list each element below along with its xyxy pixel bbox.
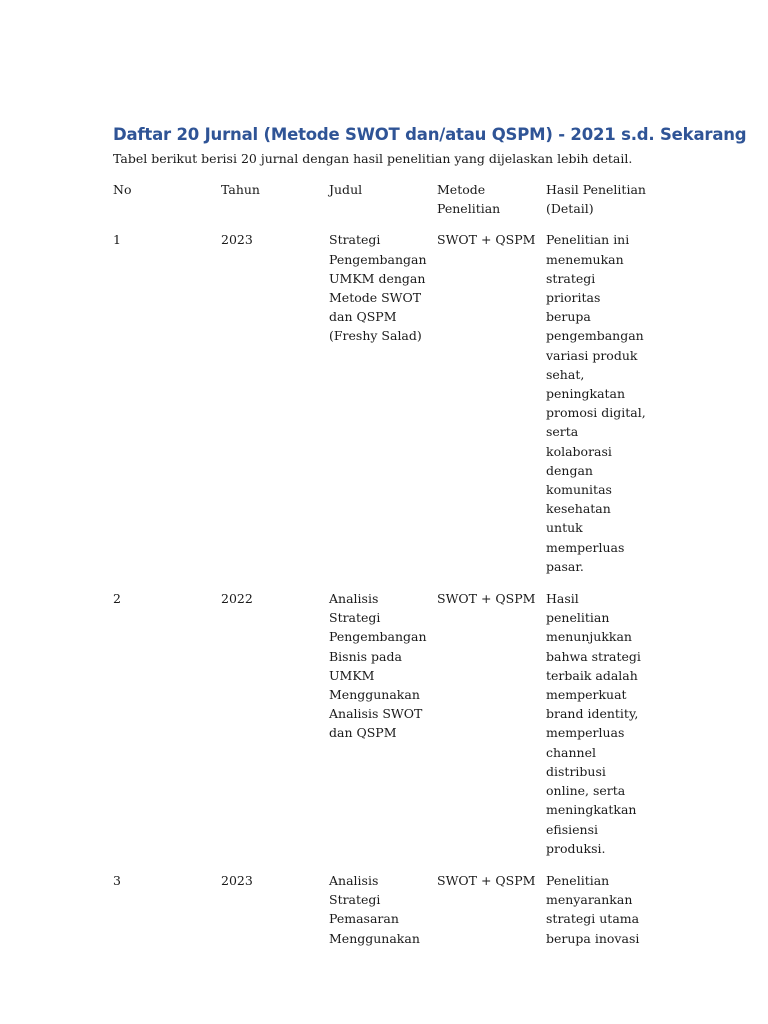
row-result: Hasil penelitian menunjukkan bahwa strategi terbaik adalah memperkuat brand identity, memperluas channel distribusi online, serta meningkatkan efisiensi produksi. <box>546 591 641 856</box>
row-result: Penelitian ini menemukan strategi prioritas berupa pengembangan variasi produk sehat, peningkatan promosi digital, serta kolaborasi dengan komunitas kesehatan untuk memperluas pasar. <box>546 232 646 574</box>
row-year: 2022 <box>221 591 253 607</box>
row-title: Strategi Pengembangan UMKM dengan Metode SWOT dan QSPM (Freshy Salad) <box>329 232 427 344</box>
table-header-row <box>113 180 653 218</box>
row-title: Analisis Strategi Pengembangan Bisnis pada UMKM Menggunakan Analisis SWOT dan QSPM <box>329 591 427 741</box>
row-title: Analisis Strategi Pemasaran Menggunakan <box>329 872 420 946</box>
header-title: Judul <box>329 182 363 197</box>
header-method: Metode Penelitian <box>437 182 501 217</box>
journal-table <box>113 180 653 948</box>
row-year: 2023 <box>221 232 253 248</box>
header-year: Tahun <box>221 182 260 197</box>
document-intro: Tabel berikut berisi 20 jurnal dengan hasil penelitian yang dijelaskan lebih detail. <box>113 151 633 166</box>
row-method: SWOT + QSPM <box>437 591 536 607</box>
table-row <box>113 230 653 576</box>
row-year: 2023 <box>221 872 253 888</box>
row-method: SWOT + QSPM <box>437 232 536 248</box>
row-result: Penelitian menyarankan strategi utama berupa inovasi <box>546 872 640 946</box>
table-row <box>113 871 653 948</box>
document-page <box>113 124 747 961</box>
header-result: Hasil Penelitian (Detail) <box>546 182 646 217</box>
document-title: Daftar 20 Jurnal (Metode SWOT dan/atau QSPM) - 2021 s.d. Sekarang <box>113 125 747 144</box>
row-method: SWOT + QSPM <box>437 872 536 888</box>
row-no: 1 <box>113 232 121 248</box>
row-no: 3 <box>113 872 121 888</box>
table-row <box>113 589 653 858</box>
row-no: 2 <box>113 591 121 607</box>
header-no: No <box>113 182 132 197</box>
